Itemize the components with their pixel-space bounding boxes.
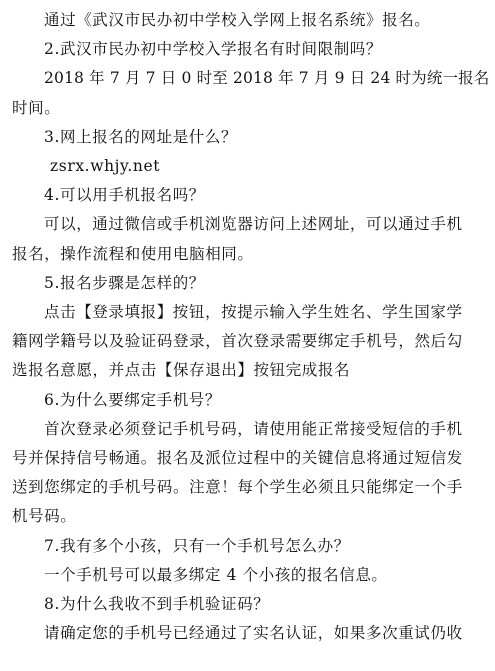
paragraph-line: 时间。 xyxy=(12,99,61,117)
paragraph-line: 机号码。 xyxy=(12,507,77,525)
paragraph-line: 通过《武汉市民办初中学校入学网上报名系统》报名。 xyxy=(44,11,431,29)
website-url: zsrx.whjy.net xyxy=(50,157,161,175)
question-heading: 7.我有多个小孩，只有一个手机号怎么办？ xyxy=(44,537,350,555)
paragraph-line: 点击【登录填报】按钮，按提示输入学生姓名、学生国家学 xyxy=(44,303,463,321)
paragraph-line: 2018 年 7 月 7 日 0 时至 2018 年 7 月 9 日 24 时为统一报名 xyxy=(44,69,490,87)
paragraph-line: 首次登录必须登记手机号码，请使用能正常接受短信的手机 xyxy=(44,420,463,438)
question-heading: 8.为什么我收不到手机验证码？ xyxy=(44,595,270,613)
question-heading: 6.为什么要绑定手机号？ xyxy=(44,391,221,409)
paragraph-line: 报名，操作流程和使用电脑相同。 xyxy=(12,245,254,263)
question-heading: 2.武汉市民办初中学校入学报名有时间限制吗？ xyxy=(44,40,382,58)
paragraph-line: 籍网学籍号以及验证码登录，首次登录需要绑定手机号，然后勾 xyxy=(12,332,463,350)
paragraph-line: 可以，通过微信或手机浏览器访问上述网址，可以通过手机 xyxy=(44,215,463,233)
question-heading: 4.可以用手机报名吗？ xyxy=(44,186,205,204)
question-heading: 5.报名步骤是怎样的？ xyxy=(44,274,205,292)
paragraph-line: 请确定您的手机号已经通过了实名认证，如果多次重试仍收 xyxy=(44,624,463,642)
paragraph-line: 号并保持信号畅通。报名及派位过程中的关键信息将通过短信发 xyxy=(12,449,463,467)
paragraph-line: 送到您绑定的手机号码。注意！每个学生必须且只能绑定一个手 xyxy=(12,478,463,496)
paragraph-line: 选报名意愿，并点击【保存退出】按钮完成报名 xyxy=(12,361,351,379)
paragraph-line: 一个手机号可以最多绑定 4 个小孩的报名信息。 xyxy=(44,566,388,584)
question-heading: 3.网上报名的网址是什么？ xyxy=(44,128,238,146)
